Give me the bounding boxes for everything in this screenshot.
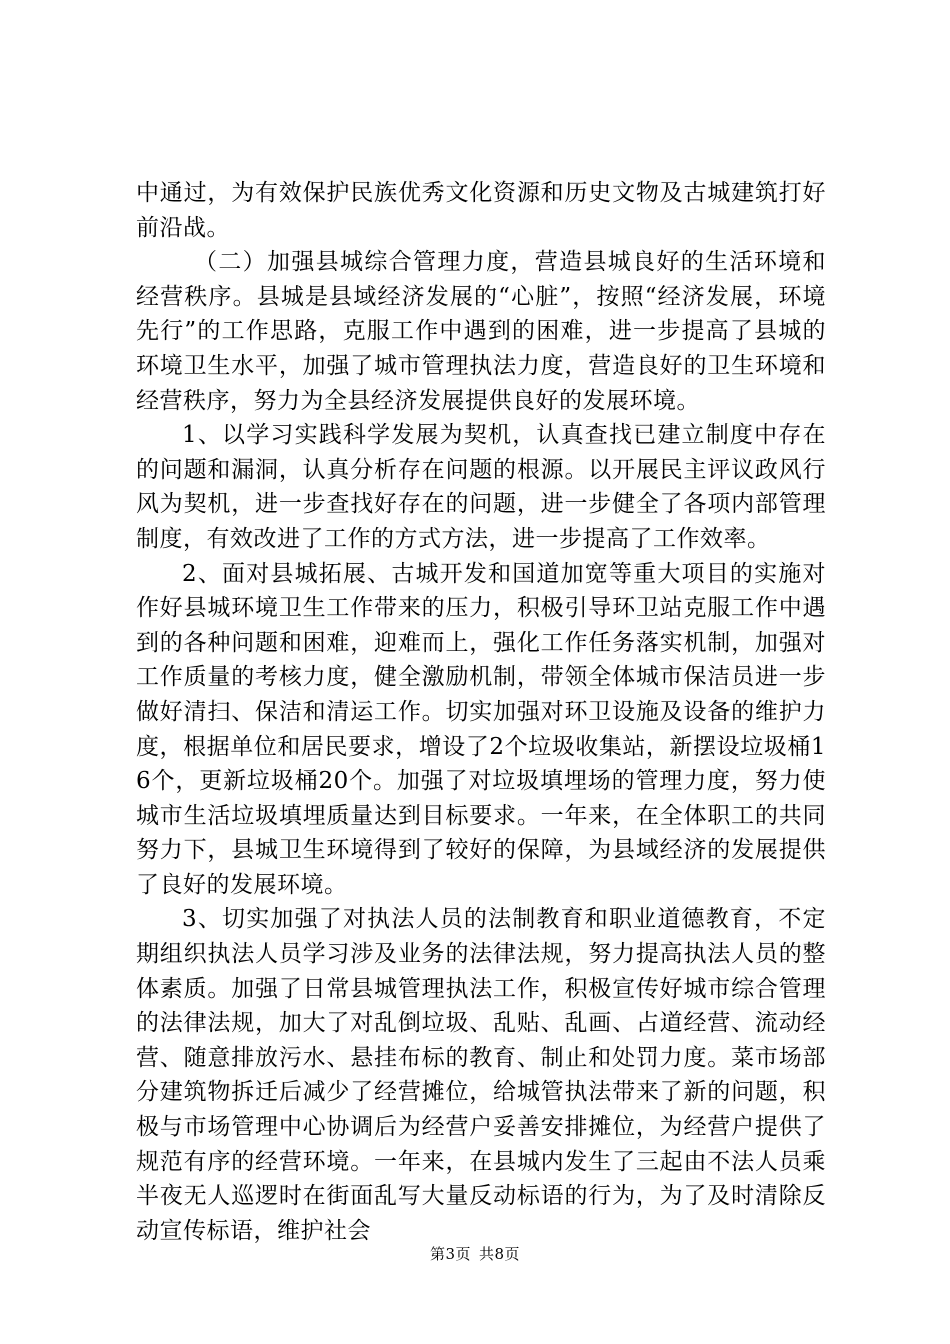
page-number: 第3页 <box>429 1245 471 1263</box>
paragraph-section-two: （二）加强县城综合管理力度，营造县城良好的生活环境和经营秩序。县城是县域经济发展的“心脏”，按照“经济发展，环境先行”的工作思路，克服工作中遇到的困难，进一步提高了县城的环境卫生水平，加强了城市管理执法力度，营造良好的卫生环境和经营秩序，努力为全县经济发展提供良好的发展环境。 <box>136 249 826 414</box>
paragraph-continuation: 中通过，为有效保护民族优秀文化资源和历史文物及古城建筑打好前沿战。 <box>136 180 826 241</box>
paragraph-item-3: 3、切实加强了对执法人员的法制教育和职业道德教育，不定期组织执法人员学习涉及业务的法律法规，努力提高执法人员的整体素质。加强了日常县城管理执法工作，积极宣传好城市综合管理的法律法规，加大了对乱倒垃圾、乱贴、乱画、占道经营、流动经营、随意排放污水、悬挂布标的教育、制止和处罚力度。菜市场部分建筑物拆迁后减少了经营摊位，给城管执法带来了新的问题，积极与市场管理中心协调后为经营户妥善安排摊位，为经营户提供了规范有序的经营环境。一年来，在县城内发生了三起由不法人员乘半夜无人巡逻时在街面乱写大量反动标语的行为，为了及时清除反动宣传标语，维护社会 <box>136 906 826 1244</box>
page-footer <box>0 1244 950 1264</box>
page-total: 共8页 <box>479 1245 521 1263</box>
document-body <box>136 176 826 1248</box>
paragraph-item-1: 1、以学习实践科学发展为契机，认真查找已建立制度中存在的问题和漏洞，认真分析存在问题的根源。以开展民主评议政风行风为契机，进一步查找好存在的问题，进一步健全了各项内部管理制度，有效改进了工作的方式方法，进一步提高了工作效率。 <box>136 422 826 552</box>
paragraph-item-2: 2、面对县城拓展、古城开发和国道加宽等重大项目的实施对作好县城环境卫生工作带来的压力，积极引导环卫站克服工作中遇到的各种问题和困难，迎难而上，强化工作任务落实机制，加强对工作质量的考核力度，健全激励机制，带领全体城市保洁员进一步做好清扫、保洁和清运工作。切实加强对环卫设施及设备的维护力度，根据单位和居民要求，增设了2个垃圾收集站，新摆设垃圾桶16个，更新垃圾桶20个。加强了对垃圾填埋场的管理力度，努力使城市生活垃圾填埋质量达到目标要求。一年来，在全体职工的共同努力下，县城卫生环境得到了较好的保障，为县域经济的发展提供了良好的发展环境。 <box>136 560 826 898</box>
